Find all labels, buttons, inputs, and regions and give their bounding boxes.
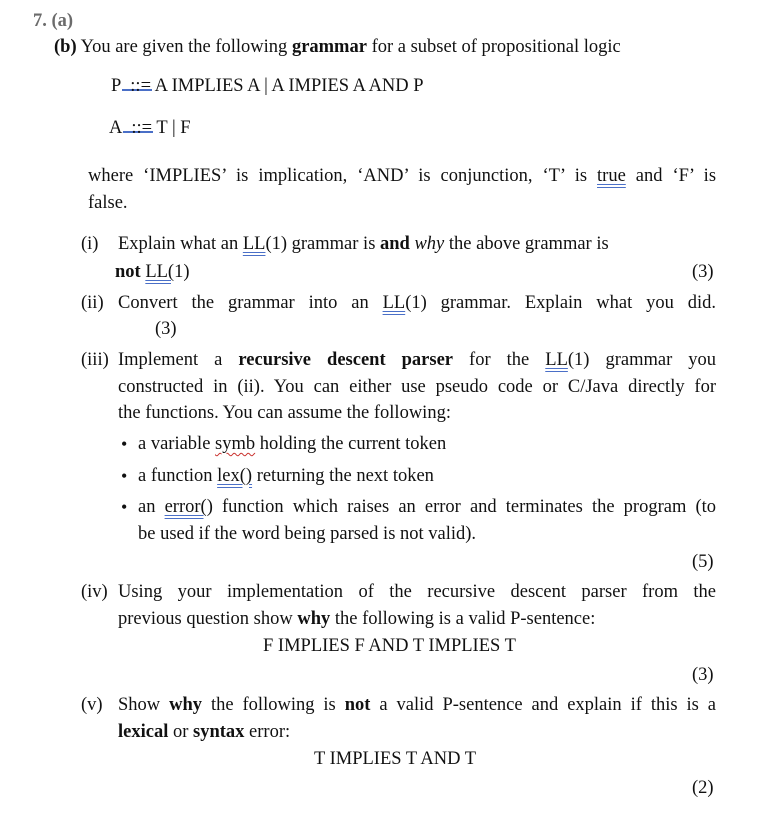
item-iv-text-b: the following is a valid P-sentence: xyxy=(334,609,596,629)
item-iv-sentence: F IMPLIES F AND T IMPLIES T xyxy=(263,636,516,656)
bullet-3-text-b: ) function which raises an error and terminates the program (to xyxy=(206,497,717,517)
item-iii-line-1 xyxy=(118,351,716,370)
item-v-not: not xyxy=(344,695,371,715)
item-i-line-1 xyxy=(118,235,609,254)
item-i-text-a: Explain what an xyxy=(118,234,239,254)
bullet-1 xyxy=(138,435,446,454)
intro-bold-grammar: grammar xyxy=(291,37,367,57)
item-i-text-b: (1) grammar is xyxy=(265,234,376,254)
item-v-line-2 xyxy=(118,723,290,742)
intro-text: You are given the following xyxy=(80,37,288,57)
item-ii-number: (ii) xyxy=(81,293,104,313)
item-v-why: why xyxy=(169,695,203,715)
bullet-2-text-b: returning the next token xyxy=(256,466,434,486)
item-i-line-2 xyxy=(115,263,190,282)
item-iii-text-a: Implement a xyxy=(118,350,223,370)
item-i-and: and xyxy=(380,234,410,254)
item-iii-ll: LL xyxy=(545,350,568,370)
bullet-1-text-a: a variable xyxy=(138,434,211,454)
item-iv-number: (iv) xyxy=(81,582,108,602)
bullet-3-text-a: an xyxy=(138,497,156,517)
bullet-1-symb: symb xyxy=(215,434,256,454)
item-v-syntax: syntax xyxy=(193,722,245,742)
bullet-3-dot: • xyxy=(121,497,128,517)
bullet-2-text-a: a function xyxy=(138,466,213,486)
item-iv-line-1: Using your implementation of the recursive descent parser from the xyxy=(118,582,716,602)
bullet-3 xyxy=(138,498,716,517)
item-i-text-c: the above grammar is xyxy=(448,234,609,254)
item-iii-line-3: the functions. You can assume the following: xyxy=(118,403,451,423)
item-iii-number: (iii) xyxy=(81,350,109,370)
rule-p-op: ::= xyxy=(130,76,152,96)
rule-p-rhs: A IMPLIES A | A IMPIES A AND P xyxy=(154,76,424,96)
item-i-marks: (3) xyxy=(692,262,714,282)
item-iv-why: why xyxy=(297,609,331,629)
bullet-3-line-2: be used if the word being parsed is not valid). xyxy=(138,524,477,544)
item-v-text-a: Show xyxy=(118,695,161,715)
item-i-why: why xyxy=(414,234,445,254)
item-ii-ll: LL xyxy=(382,293,406,313)
item-ii-line-1 xyxy=(118,294,716,313)
item-v-line-1 xyxy=(118,696,716,715)
bullet-1-dot: • xyxy=(121,434,128,454)
item-v-lexical: lexical xyxy=(118,722,169,742)
where-line-1 xyxy=(88,167,716,186)
item-ii-marks: (3) xyxy=(155,319,177,339)
item-iii-bold: recursive descent parser xyxy=(238,350,453,370)
question-number-text: 7. xyxy=(33,11,47,31)
grammar-rule-p xyxy=(111,75,424,96)
question-number xyxy=(33,12,73,31)
part-a-label: (a) xyxy=(51,11,74,31)
item-ii-text-a: Convert the grammar into an xyxy=(118,293,369,313)
bullet-2 xyxy=(138,467,434,486)
rule-p-lhs: P xyxy=(111,76,122,96)
bullet-3-error: error( xyxy=(164,497,207,517)
item-ii-text-b: (1) grammar. Explain what you did. xyxy=(405,293,717,313)
item-v-sentence: T IMPLIES T AND T xyxy=(314,749,477,769)
where-text: where ‘IMPLIES’ is implication, ‘AND’ is conjunction, ‘T’ is xyxy=(88,166,588,186)
where-true-word: true xyxy=(597,166,626,186)
rule-a-lhs: A xyxy=(109,118,123,138)
item-v-error: error: xyxy=(249,722,291,742)
item-v-text-c: a valid P-sentence and explain if this is a xyxy=(379,695,717,715)
item-iii-text-b: for the xyxy=(469,350,530,370)
where-line-2: false. xyxy=(88,193,128,213)
item-i-ll: LL xyxy=(242,234,266,254)
part-b-label: (b) xyxy=(54,37,77,57)
item-v-text-b: the following is xyxy=(210,695,336,715)
item-iv-marks: (3) xyxy=(692,665,714,685)
item-v-or: or xyxy=(172,722,189,742)
item-iv-text-a: previous question show xyxy=(118,609,293,629)
bullet-2-dot: • xyxy=(121,466,128,486)
rule-a-op: ::= xyxy=(131,118,153,138)
item-i-text-d: 1) xyxy=(174,262,190,282)
grammar-rule-a xyxy=(109,117,191,138)
item-v-marks: (2) xyxy=(692,778,714,798)
item-v-number: (v) xyxy=(81,695,103,715)
item-i-number: (i) xyxy=(81,234,99,254)
item-iii-line-2: constructed in (ii). You can either use pseudo code or C/Java directly for xyxy=(118,377,716,397)
bullet-2-lex: lex() xyxy=(217,466,253,486)
item-i-not: not xyxy=(115,262,141,282)
item-iv-line-2 xyxy=(118,610,595,629)
where-text-end: and ‘F’ is xyxy=(635,166,717,186)
rule-a-rhs: T | F xyxy=(156,118,191,138)
part-b-intro xyxy=(54,38,621,57)
item-iii-marks: (5) xyxy=(692,552,714,572)
bullet-1-text-b: holding the current token xyxy=(259,434,447,454)
intro-text-end: for a subset of propositional logic xyxy=(371,37,621,57)
item-iii-text-c: (1) grammar you xyxy=(567,350,717,370)
item-i-ll2: LL( xyxy=(145,262,175,282)
